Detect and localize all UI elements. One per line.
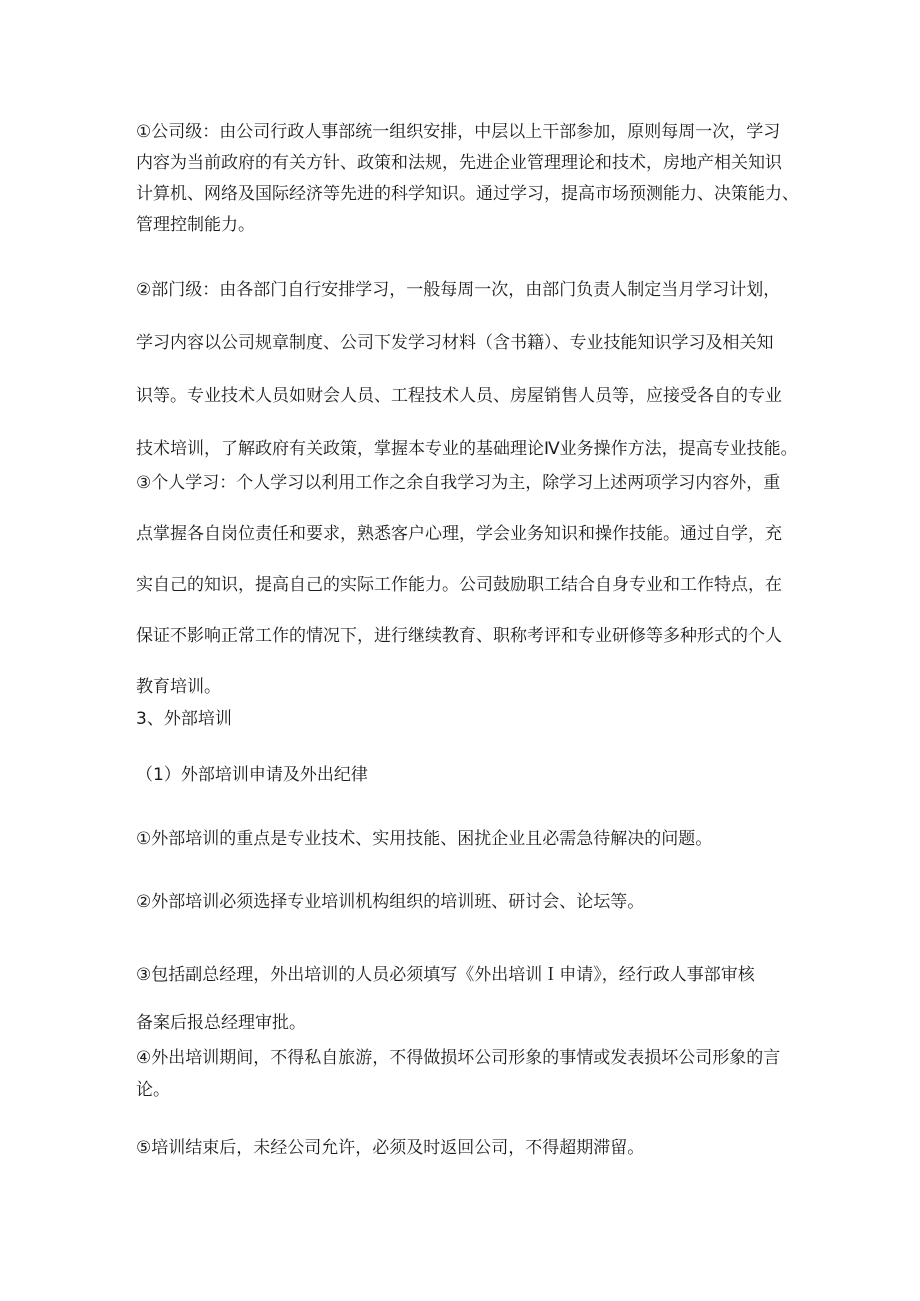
text-line: ③包括副总经理，外出培训的人员必须填写《外出培训Ｉ申请》，经行政人事部审核 xyxy=(136,965,755,985)
list-item-4 xyxy=(136,1042,816,1106)
text-line: 备案后报总经理审批。 xyxy=(136,1013,306,1033)
text-line: ③个人学习：个人学习以利用工作之余自我学习为主，除学习上述两项学习内容外，重 xyxy=(136,473,781,493)
text-line: ②部门级：由各部门自行安排学习，一般每周一次，由部门负责人制定当月学习计划， xyxy=(136,280,781,300)
text-line: 实自己的知识，提高自己的实际工作能力。公司鼓励职工结合自身专业和工作特点，在 xyxy=(136,575,782,595)
text-line: 论。 xyxy=(136,1080,170,1100)
text-line: 保证不影响正常工作的情况下，进行继续教育、职称考评和专业研修等多种形式的个人 xyxy=(136,626,782,646)
text-line: ①公司级：由公司行政人事部统一组织安排，中层以上干部参加，原则每周一次，学习 xyxy=(136,122,781,142)
text-line: 点掌握各自岗位责任和要求，熟悉客户心理，学会业务知识和操作技能。通过自学，充 xyxy=(136,524,782,544)
paragraph-personal-study xyxy=(136,458,816,713)
text-line: ①外部培训的重点是专业技术、实用技能、困扰企业且必需急待解决的问题。 xyxy=(136,829,713,849)
list-item-2 xyxy=(136,887,816,918)
text-line: 内容为当前政府的有关方针、政策和法规，先进企业管理理论和技术，房地产相关知识 xyxy=(136,153,782,173)
text-line: ⑤培训结束后，未经公司允许，必须及时返回公司，不得超期滞留。 xyxy=(136,1138,645,1158)
list-item-1 xyxy=(136,824,816,855)
text-line: 3、外部培训 xyxy=(136,709,232,729)
paragraph-company-level xyxy=(136,117,816,241)
text-line: ④外出培训期间，不得私自旅游，不得做损坏公司形象的事情或发表损坏公司形象的言 xyxy=(136,1048,781,1068)
text-line: （1）外部培训申请及外出纪律 xyxy=(136,765,368,785)
text-line: 管理控制能力。 xyxy=(136,215,255,235)
text-line: 识等。专业技术人员如财会人员、工程技术人员、房屋销售人员等，应接受各自的专业 xyxy=(136,386,782,406)
text-line: 计算机、网络及国际经济等先进的科学知识。通过学习，提高市场预测能力、决策能力、 xyxy=(136,184,799,204)
section-heading-external-training xyxy=(136,704,816,735)
subsection-heading-application-discipline xyxy=(136,760,816,791)
text-line: 技术培训，了解政府有关政策，掌握本专业的基础理论Ⅳ业务操作方法，提高专业技能。 xyxy=(136,439,798,459)
text-line: 学习内容以公司规章制度、公司下发学习材料（含书籍）、专业技能知识学习及相关知 xyxy=(136,333,774,353)
text-line: ②外部培训必须选择专业培训机构组织的培训班、研讨会、论坛等。 xyxy=(136,892,645,912)
paragraph-department-level xyxy=(136,264,816,476)
text-line: 教育培训。 xyxy=(136,677,221,697)
list-item-5 xyxy=(136,1133,816,1164)
list-item-3 xyxy=(136,951,816,1047)
